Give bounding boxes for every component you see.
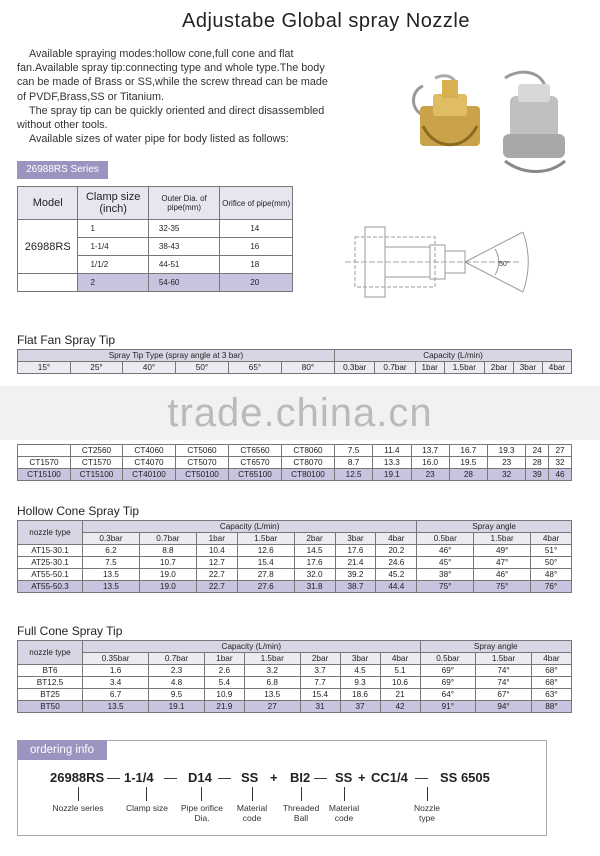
table-cell: 10.9: [204, 689, 244, 701]
table-cell: 31.8: [294, 581, 335, 593]
table-cell: 45°: [417, 557, 474, 569]
table-cell: 19.5: [449, 457, 487, 469]
table-cell: 27: [244, 701, 300, 713]
table-cell: 17.6: [335, 545, 376, 557]
table-cell: 1/1/2: [78, 256, 148, 274]
table-cell: 8.7: [335, 457, 373, 469]
col-outer-dia: Outer Dia. of pipe(mm): [148, 187, 219, 220]
code-clamp: 1-1/4: [124, 770, 154, 785]
table-cell: 38.7: [335, 581, 376, 593]
table-cell: 68°: [531, 677, 571, 689]
table-cell: 88°: [531, 701, 571, 713]
col-pressure: 3bar: [513, 362, 542, 374]
table-cell: 46°: [417, 545, 474, 557]
table-cell: 18.6: [340, 689, 380, 701]
table-cell: 12.7: [196, 557, 237, 569]
table-cell: 6.7: [83, 689, 149, 701]
header-row: [18, 653, 572, 665]
table-cell: 27: [549, 445, 572, 457]
table-cell: 51°: [531, 545, 572, 557]
table-cell: 16.0: [411, 457, 449, 469]
table-cell: 45.2: [376, 569, 417, 581]
table-cell: 19.1: [373, 469, 411, 481]
table-cell: 19.1: [149, 701, 205, 713]
col-angle: 80°: [282, 362, 335, 374]
table-cell: 13.5: [83, 701, 149, 713]
col-pressure: 4bar: [380, 653, 420, 665]
header-row: [18, 521, 572, 533]
table-cell: 49°: [474, 545, 531, 557]
page-title: Adjustabe Global spray Nozzle: [182, 10, 470, 32]
full-cone-table: [17, 640, 572, 713]
table-cell: 4.8: [149, 677, 205, 689]
code-ball: BI2: [290, 770, 311, 785]
col-pressure: 0.35bar: [83, 653, 149, 665]
table-cell: AT15-30.1: [18, 545, 83, 557]
table-cell: 39.2: [335, 569, 376, 581]
table-cell: CT2560: [71, 445, 123, 457]
col-angle: 65°: [229, 362, 282, 374]
table-cell: 38-43: [148, 238, 219, 256]
table-cell: 19.0: [139, 581, 196, 593]
table-cell: 54-60: [148, 274, 219, 292]
table-cell: 22.7: [196, 569, 237, 581]
table-cell: 20.2: [376, 545, 417, 557]
col-angle-pressure: 0.5bar: [417, 533, 474, 545]
table-cell: 13.5: [83, 569, 140, 581]
table-row: [18, 469, 572, 481]
table-cell: 2.6: [204, 665, 244, 677]
table-cell: 3.4: [83, 677, 149, 689]
table-cell: 12.6: [237, 545, 294, 557]
col-pressure: 0.7bar: [149, 653, 205, 665]
label-ball: Threaded Ball: [282, 803, 320, 823]
arrow-icon: [252, 787, 253, 801]
col-pressure: 3bar: [335, 533, 376, 545]
watermark: trade.china.cn: [0, 386, 600, 440]
code-dash: —: [218, 770, 231, 785]
ordering-info-tab: ordering info: [17, 740, 107, 760]
table-cell: [18, 445, 71, 457]
code-plus: +: [270, 770, 278, 785]
table-cell: CT40100: [123, 469, 176, 481]
col-angle-pressure: 4bar: [531, 533, 572, 545]
code-series: 26988RS: [50, 770, 105, 785]
table-cell: CT65100: [229, 469, 282, 481]
table-cell: CT1570: [71, 457, 123, 469]
header-row: [18, 533, 572, 545]
table-cell: 69°: [420, 665, 476, 677]
col-clamp-size: Clamp size (inch): [78, 187, 148, 220]
code-type: CC1/4: [371, 770, 408, 785]
col-pressure: 2bar: [300, 653, 340, 665]
col-pressure: 3bar: [340, 653, 380, 665]
table-cell: 14: [220, 220, 293, 238]
col-angle-pressure: 0.5bar: [420, 653, 476, 665]
table-cell: 10.4: [196, 545, 237, 557]
intro-paragraph-2: The spray tip can be quickly oriented and direct disassembled without other tools.: [17, 104, 325, 132]
table-cell: 9.5: [149, 689, 205, 701]
table-cell: CT8060: [282, 445, 335, 457]
col-nozzle-type: nozzle type: [18, 521, 83, 545]
table-cell: 15.4: [237, 557, 294, 569]
intro-paragraph-1: Available spraying modes:hollow cone,full cone and flat fan.Available spray tip:connecting type and whole type.The body can be made of Brass or SS,while the screw thread can be made of PVDF,Brass,SS or Titanium.: [17, 48, 328, 103]
col-model: Model: [18, 187, 78, 220]
table-cell: 94°: [476, 701, 532, 713]
flat-fan-group-type: Spray Tip Type (spray angle at 3 bar): [18, 350, 335, 362]
label-material-2: Material code: [328, 803, 360, 823]
nozzle-product-photo: [405, 66, 573, 176]
arrow-icon: [344, 787, 345, 801]
table-cell: 19.3: [488, 445, 526, 457]
table-cell: 63°: [531, 689, 571, 701]
table-cell: 10.7: [139, 557, 196, 569]
arrow-icon: [301, 787, 302, 801]
hollow-cone-table: [17, 520, 572, 593]
table-cell: 39: [526, 469, 549, 481]
col-orifice: Orifice of pipe(mm): [220, 187, 293, 220]
col-pressure: 1.5bar: [244, 653, 300, 665]
table-cell: 7.5: [83, 557, 140, 569]
nozzle-technical-drawing: [345, 217, 535, 312]
table-cell: 32.0: [294, 569, 335, 581]
table-cell: 21.9: [204, 701, 244, 713]
col-pressure: 1.5bar: [237, 533, 294, 545]
table-cell: AT55-50.3: [18, 581, 83, 593]
table-cell: 24: [526, 445, 549, 457]
table-cell: 46°: [474, 569, 531, 581]
col-angle-pressure: 1.5bar: [476, 653, 532, 665]
col-pressure: 0.3bar: [83, 533, 140, 545]
table-cell: 1: [78, 220, 148, 238]
table-cell: 23: [411, 469, 449, 481]
table-cell: 69°: [420, 677, 476, 689]
table-row: [18, 665, 572, 677]
table-cell: 13.5: [83, 581, 140, 593]
table-cell: CT4070: [123, 457, 176, 469]
table-cell: 44.4: [376, 581, 417, 593]
col-angle-pressure: 1.5bar: [474, 533, 531, 545]
flat-fan-table-rows: [17, 444, 572, 481]
table-row: [18, 581, 572, 593]
col-pressure: 0.7bar: [375, 362, 415, 374]
table-cell: 10.6: [380, 677, 420, 689]
table-row: [18, 701, 572, 713]
table-cell: 27.6: [237, 581, 294, 593]
col-pressure: 2bar: [294, 533, 335, 545]
code-plus: +: [358, 770, 366, 785]
table-row: [18, 457, 572, 469]
col-pressure: 0.3bar: [335, 362, 375, 374]
table-row: [18, 677, 572, 689]
table-cell: 3.2: [244, 665, 300, 677]
table-cell: CT1570: [18, 457, 71, 469]
col-angle-pressure: 4bar: [531, 653, 571, 665]
table-cell: AT55-50.1: [18, 569, 83, 581]
label-pipe: Pipe orifice Dia.: [180, 803, 224, 823]
code-tip: SS 6505: [440, 770, 490, 785]
table-cell: 7.5: [335, 445, 373, 457]
table-cell: 17.6: [294, 557, 335, 569]
col-angle: 15°: [18, 362, 71, 374]
table-cell: 21.4: [335, 557, 376, 569]
table-cell: 13.3: [373, 457, 411, 469]
code-pipe: D14: [188, 770, 212, 785]
table-cell: 13.5: [244, 689, 300, 701]
table-cell: 23: [488, 457, 526, 469]
table-cell: 24.6: [376, 557, 417, 569]
table-cell: 28: [526, 457, 549, 469]
table-cell: 68°: [531, 665, 571, 677]
table-cell: 74°: [476, 665, 532, 677]
drawing-angle-label: 50°: [499, 261, 510, 268]
table-cell: 11.4: [373, 445, 411, 457]
code-material: SS: [241, 770, 259, 785]
table-cell: CT5060: [176, 445, 229, 457]
table-cell: 76°: [531, 581, 572, 593]
table-cell: 20: [220, 274, 293, 292]
capacity-group-header: Capacity (L/min): [83, 521, 417, 533]
col-angle: 40°: [123, 362, 176, 374]
table-cell: CT15100: [18, 469, 71, 481]
col-pressure: 1bar: [415, 362, 444, 374]
table-cell: BT12.5: [18, 677, 83, 689]
table-cell: 13.7: [411, 445, 449, 457]
code-material-2: SS: [335, 770, 353, 785]
flat-fan-title: Flat Fan Spray Tip: [17, 333, 116, 347]
intro-paragraph-3: Available sizes of water pipe for body listed as follows:: [29, 133, 289, 146]
table-cell: BT50: [18, 701, 83, 713]
table-cell: 22.7: [196, 581, 237, 593]
table-cell: 48°: [531, 569, 572, 581]
table-cell: 7.7: [300, 677, 340, 689]
table-cell: BT25: [18, 689, 83, 701]
col-nozzle-type: nozzle type: [18, 641, 83, 665]
table-cell: CT80100: [282, 469, 335, 481]
col-pressure: 2bar: [485, 362, 514, 374]
clamp-size-table: [17, 186, 293, 292]
label-series: Nozzle series: [52, 803, 104, 813]
code-dash: —: [415, 770, 428, 785]
table-cell: 2: [78, 274, 148, 292]
col-pressure: 1bar: [196, 533, 237, 545]
table-row: [18, 557, 572, 569]
table-cell: CT5070: [176, 457, 229, 469]
table-cell: 6.2: [83, 545, 140, 557]
table-cell: CT6570: [229, 457, 282, 469]
table-cell: 21: [380, 689, 420, 701]
table-cell: 32: [549, 457, 572, 469]
table-row: [18, 445, 572, 457]
table-cell: 4.5: [340, 665, 380, 677]
table-cell: 42: [380, 701, 420, 713]
table-cell: 6.8: [244, 677, 300, 689]
table-cell: BT6: [18, 665, 83, 677]
arrow-icon: [146, 787, 147, 801]
table-cell: 75°: [474, 581, 531, 593]
code-dash: —: [314, 770, 327, 785]
table-cell: 1-1/4: [78, 238, 148, 256]
col-pressure: 0.7bar: [139, 533, 196, 545]
label-clamp: Clamp size: [125, 803, 169, 813]
table-row: [18, 689, 572, 701]
flat-fan-table: [17, 349, 572, 374]
table-cell: 3.7: [300, 665, 340, 677]
table-cell: 47°: [474, 557, 531, 569]
full-cone-title: Full Cone Spray Tip: [17, 624, 123, 638]
col-pressure: 1bar: [204, 653, 244, 665]
spray-angle-group-header: Spray angle: [417, 521, 572, 533]
code-dash: —: [164, 770, 177, 785]
header-row: [18, 641, 572, 653]
col-pressure: 4bar: [542, 362, 571, 374]
arrow-icon: [78, 787, 79, 801]
table-cell: CT50100: [176, 469, 229, 481]
col-pressure: 4bar: [376, 533, 417, 545]
table-cell: 46: [549, 469, 572, 481]
col-angle: 25°: [71, 362, 123, 374]
flat-fan-group-capacity: Capacity (L/min): [335, 350, 572, 362]
table-cell: 12.5: [335, 469, 373, 481]
table-cell: 38°: [417, 569, 474, 581]
arrow-icon: [427, 787, 428, 801]
table-row: [18, 569, 572, 581]
table-cell: 37: [340, 701, 380, 713]
table-cell: 67°: [476, 689, 532, 701]
table-cell: 2.3: [149, 665, 205, 677]
table-cell: 16.7: [449, 445, 487, 457]
col-angle: 50°: [176, 362, 229, 374]
table-cell: 50°: [531, 557, 572, 569]
table-cell: 75°: [417, 581, 474, 593]
table-cell: 28: [449, 469, 487, 481]
hollow-cone-title: Hollow Cone Spray Tip: [17, 504, 140, 518]
empty-cell: [18, 274, 78, 292]
series-label: 26988RS Series: [17, 161, 108, 179]
spray-angle-group-header: Spray angle: [420, 641, 572, 653]
table-cell: 32-35: [148, 220, 219, 238]
table-cell: 31: [300, 701, 340, 713]
table-cell: 18: [220, 256, 293, 274]
table-row: [18, 545, 572, 557]
arrow-icon: [201, 787, 202, 801]
table-cell: 1.6: [83, 665, 149, 677]
table-cell: 8.8: [139, 545, 196, 557]
label-material: Material code: [236, 803, 268, 823]
table-cell: 16: [220, 238, 293, 256]
code-dash: —: [107, 770, 120, 785]
model-cell: 26988RS: [18, 220, 78, 274]
table-cell: 91°: [420, 701, 476, 713]
table-cell: 15.4: [300, 689, 340, 701]
table-cell: 27.8: [237, 569, 294, 581]
table-cell: 74°: [476, 677, 532, 689]
table-cell: CT6560: [229, 445, 282, 457]
table-cell: CT15100: [71, 469, 123, 481]
table-cell: 32: [488, 469, 526, 481]
table-cell: CT8070: [282, 457, 335, 469]
capacity-group-header: Capacity (L/min): [83, 641, 421, 653]
table-cell: 14.5: [294, 545, 335, 557]
intro-text: [17, 47, 335, 146]
table-cell: 9.3: [340, 677, 380, 689]
table-cell: AT25-30.1: [18, 557, 83, 569]
table-cell: 5.1: [380, 665, 420, 677]
label-type: Nozzle type: [414, 803, 440, 823]
table-cell: 19.0: [139, 569, 196, 581]
table-cell: 44-51: [148, 256, 219, 274]
table-cell: 5.4: [204, 677, 244, 689]
table-cell: CT4060: [123, 445, 176, 457]
table-cell: 64°: [420, 689, 476, 701]
col-pressure: 1.5bar: [444, 362, 484, 374]
